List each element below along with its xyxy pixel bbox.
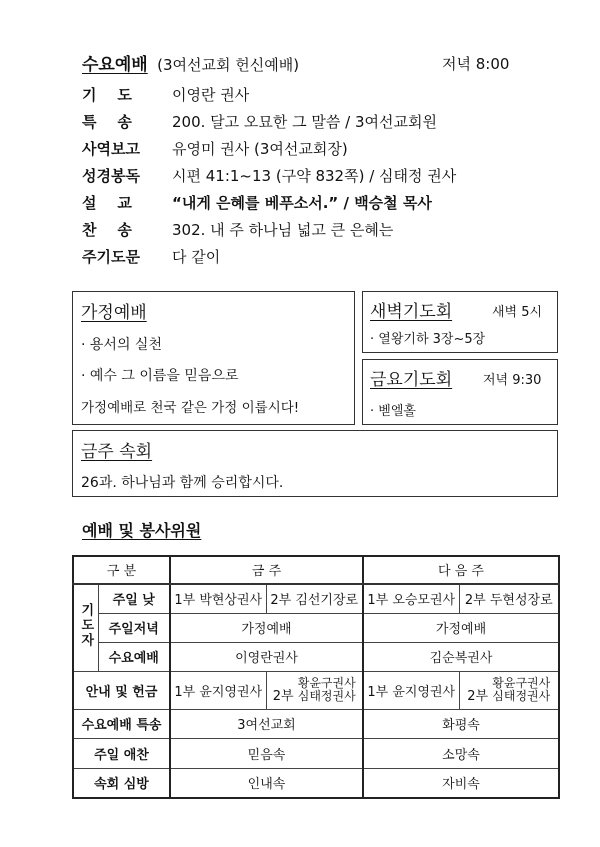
row-value: “내게 은혜를 베푸소서.” / 백승철 목사	[172, 194, 432, 212]
family-worship-box	[72, 291, 355, 425]
cell-meeting-text: 26과. 하나님과 함께 승리합시다.	[81, 475, 284, 491]
worship-time: 저녁 8:00	[442, 55, 510, 73]
family-slogan: 가정예배로 천국 같은 가정 이룹시다!	[81, 400, 300, 416]
usher-next-1: 1부 윤지영권사	[363, 671, 459, 709]
usher-this-2-names	[298, 677, 356, 703]
family-worship-title: 가정예배	[81, 303, 147, 323]
row-value: 시편 41:1~13 (구약 832쪽) / 심태정 권사	[172, 167, 457, 185]
cell-meeting-box	[72, 430, 558, 497]
row-value: 다 같이	[172, 248, 221, 266]
special-this: 3여선교회	[170, 709, 363, 738]
worship-row	[82, 219, 393, 245]
altar-this: 믿음속	[170, 738, 363, 768]
usher-label: 안내 및 헌금	[73, 671, 170, 709]
row-key: 성경봉독	[82, 167, 140, 185]
friday-prayer-box	[362, 359, 558, 425]
row-key: 특 송	[82, 113, 132, 131]
cell-meeting-title: 금주 속회	[81, 442, 153, 462]
duty-table	[72, 555, 560, 799]
sunday-label: 주일 낮	[98, 584, 170, 614]
visit-next: 자비속	[363, 768, 559, 798]
usher-next-2	[459, 671, 559, 709]
family-item: · 용서의 실천	[81, 337, 162, 353]
usher-this-1: 1부 윤지영권사	[170, 671, 266, 709]
altar-next: 소망속	[363, 738, 559, 768]
sunday-this-2: 2부 김선기장로	[266, 584, 363, 614]
row-value: 302. 내 주 하나님 넓고 큰 은혜는	[172, 221, 394, 239]
worship-row	[82, 192, 432, 218]
dawn-prayer-title: 새벽기도회	[370, 302, 453, 322]
row-value: 200. 달고 오묘한 그 말씀 / 3여선교회원	[172, 113, 437, 131]
usher-name: 심태정권사	[492, 688, 551, 703]
worship-title: 수요예배	[82, 55, 148, 75]
sunday-evening-next: 가정예배	[363, 614, 559, 643]
wednesday-next: 김순복권사	[363, 642, 559, 671]
row-key: 기 도	[82, 86, 132, 104]
usher-name: 심태정권사	[297, 688, 356, 703]
worship-row	[82, 246, 220, 272]
usher-next-2-names	[492, 677, 550, 703]
worship-row	[82, 111, 437, 137]
usher-next-2-part: 2부	[467, 688, 489, 704]
usher-name: 황윤구권사	[492, 675, 551, 690]
row-key: 사역보고	[82, 140, 140, 158]
worship-row	[82, 165, 456, 191]
row-key: 찬 송	[82, 221, 132, 239]
table-row	[73, 614, 559, 643]
sunday-this-1: 1부 박현상권사	[170, 584, 266, 614]
prayer-label: 기도자	[78, 603, 94, 649]
visit-label: 속회 심방	[73, 768, 170, 798]
table-row	[73, 642, 559, 671]
table-row	[73, 671, 559, 709]
duty-section-title: 예배 및 봉사위원	[82, 521, 202, 540]
sunday-next-1: 1부 오승모권사	[363, 584, 459, 614]
friday-prayer-title: 금요기도회	[370, 370, 453, 390]
usher-this-2-part: 2부	[272, 688, 294, 704]
header-next-week: 다 음 주	[363, 556, 559, 584]
table-row	[73, 738, 559, 768]
row-key: 주기도문	[82, 248, 140, 266]
dawn-prayer-box	[362, 291, 558, 353]
visit-this: 인내속	[170, 768, 363, 798]
worship-title-line	[82, 50, 299, 75]
table-row	[73, 709, 559, 738]
row-key: 설 교	[82, 194, 132, 212]
wednesday-this: 이영란권사	[170, 642, 363, 671]
friday-prayer-item: · 벧엘홀	[370, 404, 416, 419]
dawn-prayer-item: · 열왕기하 3장~5장	[370, 332, 486, 347]
sunday-evening-this: 가정예배	[170, 614, 363, 643]
special-next: 화평속	[363, 709, 559, 738]
row-value: 이영란 권사	[172, 86, 250, 104]
header-this-week: 금 주	[170, 556, 363, 584]
worship-row	[82, 138, 348, 164]
family-item: · 예수 그 이름을 믿음으로	[81, 368, 239, 384]
table-row	[73, 556, 559, 584]
usher-name: 황윤구권사	[297, 675, 356, 690]
special-label: 수요예배 특송	[73, 709, 170, 738]
worship-subtitle: (3여선교회 헌신예배)	[157, 56, 300, 74]
dawn-prayer-time: 새벽 5시	[492, 305, 543, 320]
usher-this-2	[266, 671, 363, 709]
table-row	[73, 584, 559, 614]
prayer-label-cell	[73, 584, 98, 671]
friday-prayer-time: 저녁 9:30	[483, 373, 542, 388]
row-value: 유영미 권사 (3여선교회장)	[172, 140, 348, 158]
header-category: 구 분	[73, 556, 170, 584]
table-row	[73, 768, 559, 798]
sunday-next-2: 2부 두현성장로	[459, 584, 559, 614]
altar-label: 주일 애찬	[73, 738, 170, 768]
worship-row	[82, 84, 249, 110]
wednesday-label: 수요예배	[98, 642, 170, 671]
sunday-evening-label: 주일저녁	[98, 614, 170, 643]
